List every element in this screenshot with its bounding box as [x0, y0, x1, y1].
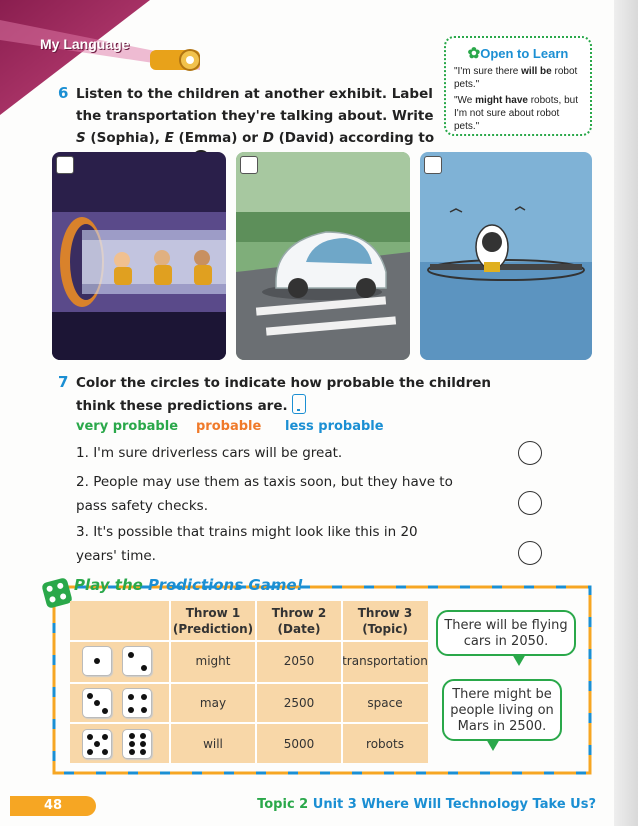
- item1-num: 1.: [76, 445, 89, 461]
- footer-title: Where Will Technology Take Us?: [361, 797, 596, 812]
- example1-bold: will be: [521, 66, 552, 77]
- example2-pre: "We: [454, 95, 476, 106]
- item3-text: It's possible that trains might look like this in 20 years' time.: [76, 524, 418, 564]
- example-sentence-1: [454, 65, 582, 91]
- cell-r2c2: 2500: [283, 696, 315, 710]
- speech-bubble-2-tail: [486, 739, 500, 751]
- example2-post: robots, but I'm not sure about robot pets.": [454, 95, 578, 132]
- ex6-d: D: [262, 130, 274, 146]
- speech-bubble-1: There will be flying cars in 2050.: [436, 610, 576, 656]
- answer-box-2[interactable]: [240, 156, 258, 174]
- exercise-6-number: 6: [58, 84, 69, 102]
- ex6-text-b: (Sophia),: [85, 130, 165, 146]
- item2-num: 2.: [76, 474, 89, 490]
- probability-circle-1[interactable]: [518, 441, 542, 465]
- item2-text: People may use them as taxis soon, but they have to pass safety checks.: [76, 474, 453, 514]
- prediction-item-2: [76, 470, 476, 518]
- image-hyperloop: [52, 152, 226, 360]
- speech-bubble-2: There might be people living on Mars in 2500.: [442, 679, 562, 741]
- cell-r1c2: 2050: [283, 654, 315, 668]
- image-drone-taxi: [420, 152, 592, 360]
- example2-bold: might have: [475, 95, 528, 106]
- exercise-7-number: 7: [58, 373, 69, 391]
- legend-less-probable: less probable: [285, 419, 384, 434]
- game-title-pre: Play the: [74, 576, 149, 594]
- game-title: [74, 576, 303, 594]
- open-to-learn-title-text: Open to Learn: [480, 46, 569, 61]
- footer-topic: Topic 2: [257, 797, 309, 812]
- footer-unit: Unit 3: [312, 797, 357, 812]
- cell-r1c3: transportation: [342, 654, 428, 668]
- answer-box-3[interactable]: [424, 156, 442, 174]
- open-to-learn-box: [444, 36, 592, 136]
- driverless-car-illustration: [236, 152, 410, 360]
- dice-five-icon: [82, 729, 112, 759]
- legend-probable: probable: [196, 419, 262, 434]
- speech-bubble-1-tail: [512, 654, 526, 666]
- dice-four-icon: [122, 688, 152, 718]
- phone-icon: [292, 394, 306, 414]
- banner-title: My Language: [40, 36, 130, 52]
- legend-very-probable: very probable: [76, 419, 179, 434]
- game-title-main: Predictions Game!: [148, 576, 304, 594]
- cell-r2c3: space: [367, 696, 403, 710]
- probability-circle-2[interactable]: [518, 491, 542, 515]
- footer-topic-unit: [257, 797, 596, 812]
- probability-circle-3[interactable]: [518, 541, 542, 565]
- item1-text: I'm sure driverless cars will be great.: [93, 445, 343, 461]
- cell-r2c1: may: [199, 696, 227, 710]
- cell-r1c1: might: [195, 654, 231, 668]
- exercise-7-instructions: [76, 372, 526, 417]
- header-throw-2: Throw 2 (Date): [271, 606, 327, 636]
- example1-post: robot pets.": [454, 66, 578, 90]
- hyperloop-illustration: [52, 152, 226, 360]
- header-throw-1: Throw 1 (Prediction): [172, 606, 254, 636]
- ex6-s: S: [76, 130, 86, 146]
- ex7-text: Color the circles to indicate how probable the children think these predictions are.: [76, 375, 491, 414]
- dice-two-icon: [122, 646, 152, 676]
- prediction-item-3: [76, 520, 446, 568]
- cell-r3c2: 5000: [283, 737, 315, 751]
- ex6-text-c: (Emma) or: [173, 130, 263, 146]
- page-number: 48: [10, 796, 96, 816]
- cell-r3c3: robots: [366, 737, 404, 751]
- ex6-e: E: [164, 130, 174, 146]
- ex6-text-d: (David) according to: [278, 130, 435, 146]
- item3-num: 3.: [76, 524, 89, 540]
- prediction-item-1: [76, 441, 506, 465]
- dice-six-icon: [122, 729, 152, 759]
- dice-three-icon: [82, 688, 112, 718]
- dice-one-icon: [82, 646, 112, 676]
- page-edge: [614, 0, 638, 826]
- ex6-text-a: Listen to the children at another exhibit. Label the transportation they're talking about. Write: [76, 86, 434, 124]
- open-to-learn-title: [454, 44, 582, 62]
- drone-taxi-illustration: [420, 152, 592, 360]
- cell-r3c1: will: [203, 737, 223, 751]
- example-sentence-2: [454, 94, 582, 133]
- sparkle-icon: ✿: [467, 45, 481, 62]
- header-throw-3: Throw 3 (Topic): [357, 606, 413, 636]
- image-driverless-car: [236, 152, 410, 360]
- answer-box-1[interactable]: [56, 156, 74, 174]
- example1-pre: "I'm sure there: [454, 66, 522, 77]
